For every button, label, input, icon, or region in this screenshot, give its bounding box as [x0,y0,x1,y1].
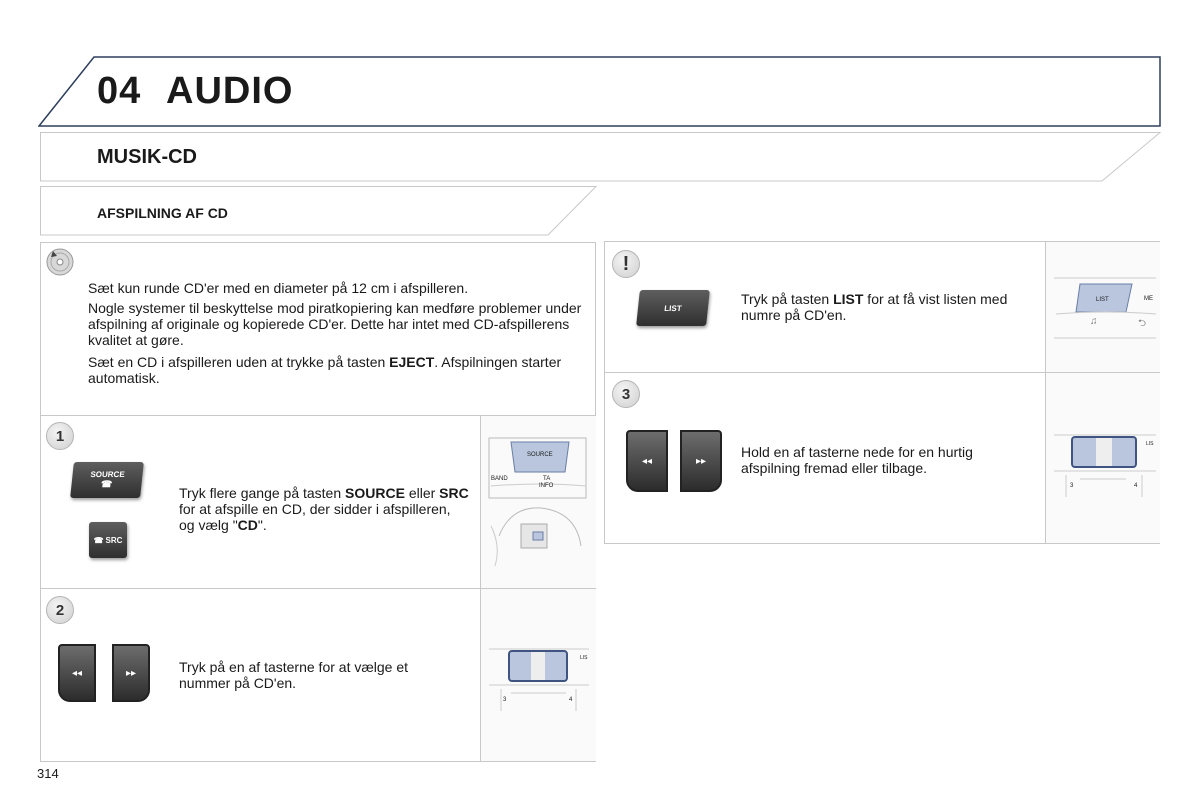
list-key [636,290,710,326]
step-2-badge: 2 [46,596,74,624]
step-3-badge: 3 [612,380,640,408]
warning-text: Tryk på tasten LIST for at få vist listen med numre på CD'en. [741,291,1008,323]
cd-disc-icon [45,247,75,277]
list-illustration [1045,242,1160,372]
src-key-label: SRC [105,535,123,545]
section-header-frame [40,132,1162,184]
step-1-illustration [480,416,596,588]
rewind-icon: ◂◂ [71,667,83,679]
panel-preset-4: 4 [1134,483,1138,489]
phone-icon: ☎ [100,479,113,489]
back-arrow-icon: ⮌ [1138,318,1147,329]
panel-source-label: SOURCE [527,452,553,458]
seek-forward-button [680,430,722,492]
fast-forward-icon: ▸▸ [125,667,137,679]
step-1-badge: 1 [46,422,74,450]
step-3-illustration [1045,373,1160,543]
step-2-text: Tryk på en af tasterne for at vælge et nummer på CD'en. [179,659,409,691]
source-key [70,462,144,498]
intro-paragraph-1: Sæt kun runde CD'er med en diameter på 12 cm i afspilleren. [88,280,469,296]
step-3-text: Hold en af tasterne nede for en hurtig afspilning fremad eller tilbage. [741,444,973,476]
panel-info-label: INFO [539,483,554,489]
step-2-illustration [480,589,596,761]
seek-back-button [626,430,668,492]
phone-icon: ☎ [93,535,104,545]
section-title: MUSIK-CD [97,146,197,168]
intro-paragraph-3: Sæt en CD i afspilleren uden at trykke på tasten EJECT. Afspilningen starter automatisk. [88,354,562,386]
panel-menu-label: ME [1144,296,1153,302]
panel-list-label: LIS [1146,441,1154,447]
page-number: 314 [37,766,59,781]
intro-paragraph-2: Nogle systemer til beskyttelse mod piratkopiering kan medføre problemer under afspilning af originale og kopierede CD'er. Dette har intet med CD-afspillerens kvalitet at gøre. [88,300,582,348]
panel-band-label: BAND [491,476,508,482]
rewind-icon: ◂◂ [641,455,653,467]
panel-preset-3: 3 [1070,483,1074,489]
src-key [89,522,127,558]
source-key-label: SOURCE [89,470,126,479]
subsection-title: AFSPILNING AF CD [97,205,228,221]
panel-preset-3: 3 [503,697,507,703]
chapter-number: 04 [97,70,142,112]
panel-list-label: LIST [1096,297,1109,303]
step-1-text: Tryk flere gange på tasten SOURCE eller SRC for at afspille en CD, der sidder i afspilleren, og vælg "CD". [179,485,469,533]
list-key-label: LIST [663,303,683,313]
panel-list-label: LIS [580,655,588,661]
seek-back-button [58,644,96,702]
panel-ta-label: TA [543,476,551,482]
seek-forward-button [112,644,150,702]
warning-badge: ! [612,250,640,278]
chapter-title: AUDIO [166,70,294,112]
music-note-icon: ♫ [1090,316,1098,327]
panel-preset-4: 4 [569,697,573,703]
fast-forward-icon: ▸▸ [695,455,707,467]
